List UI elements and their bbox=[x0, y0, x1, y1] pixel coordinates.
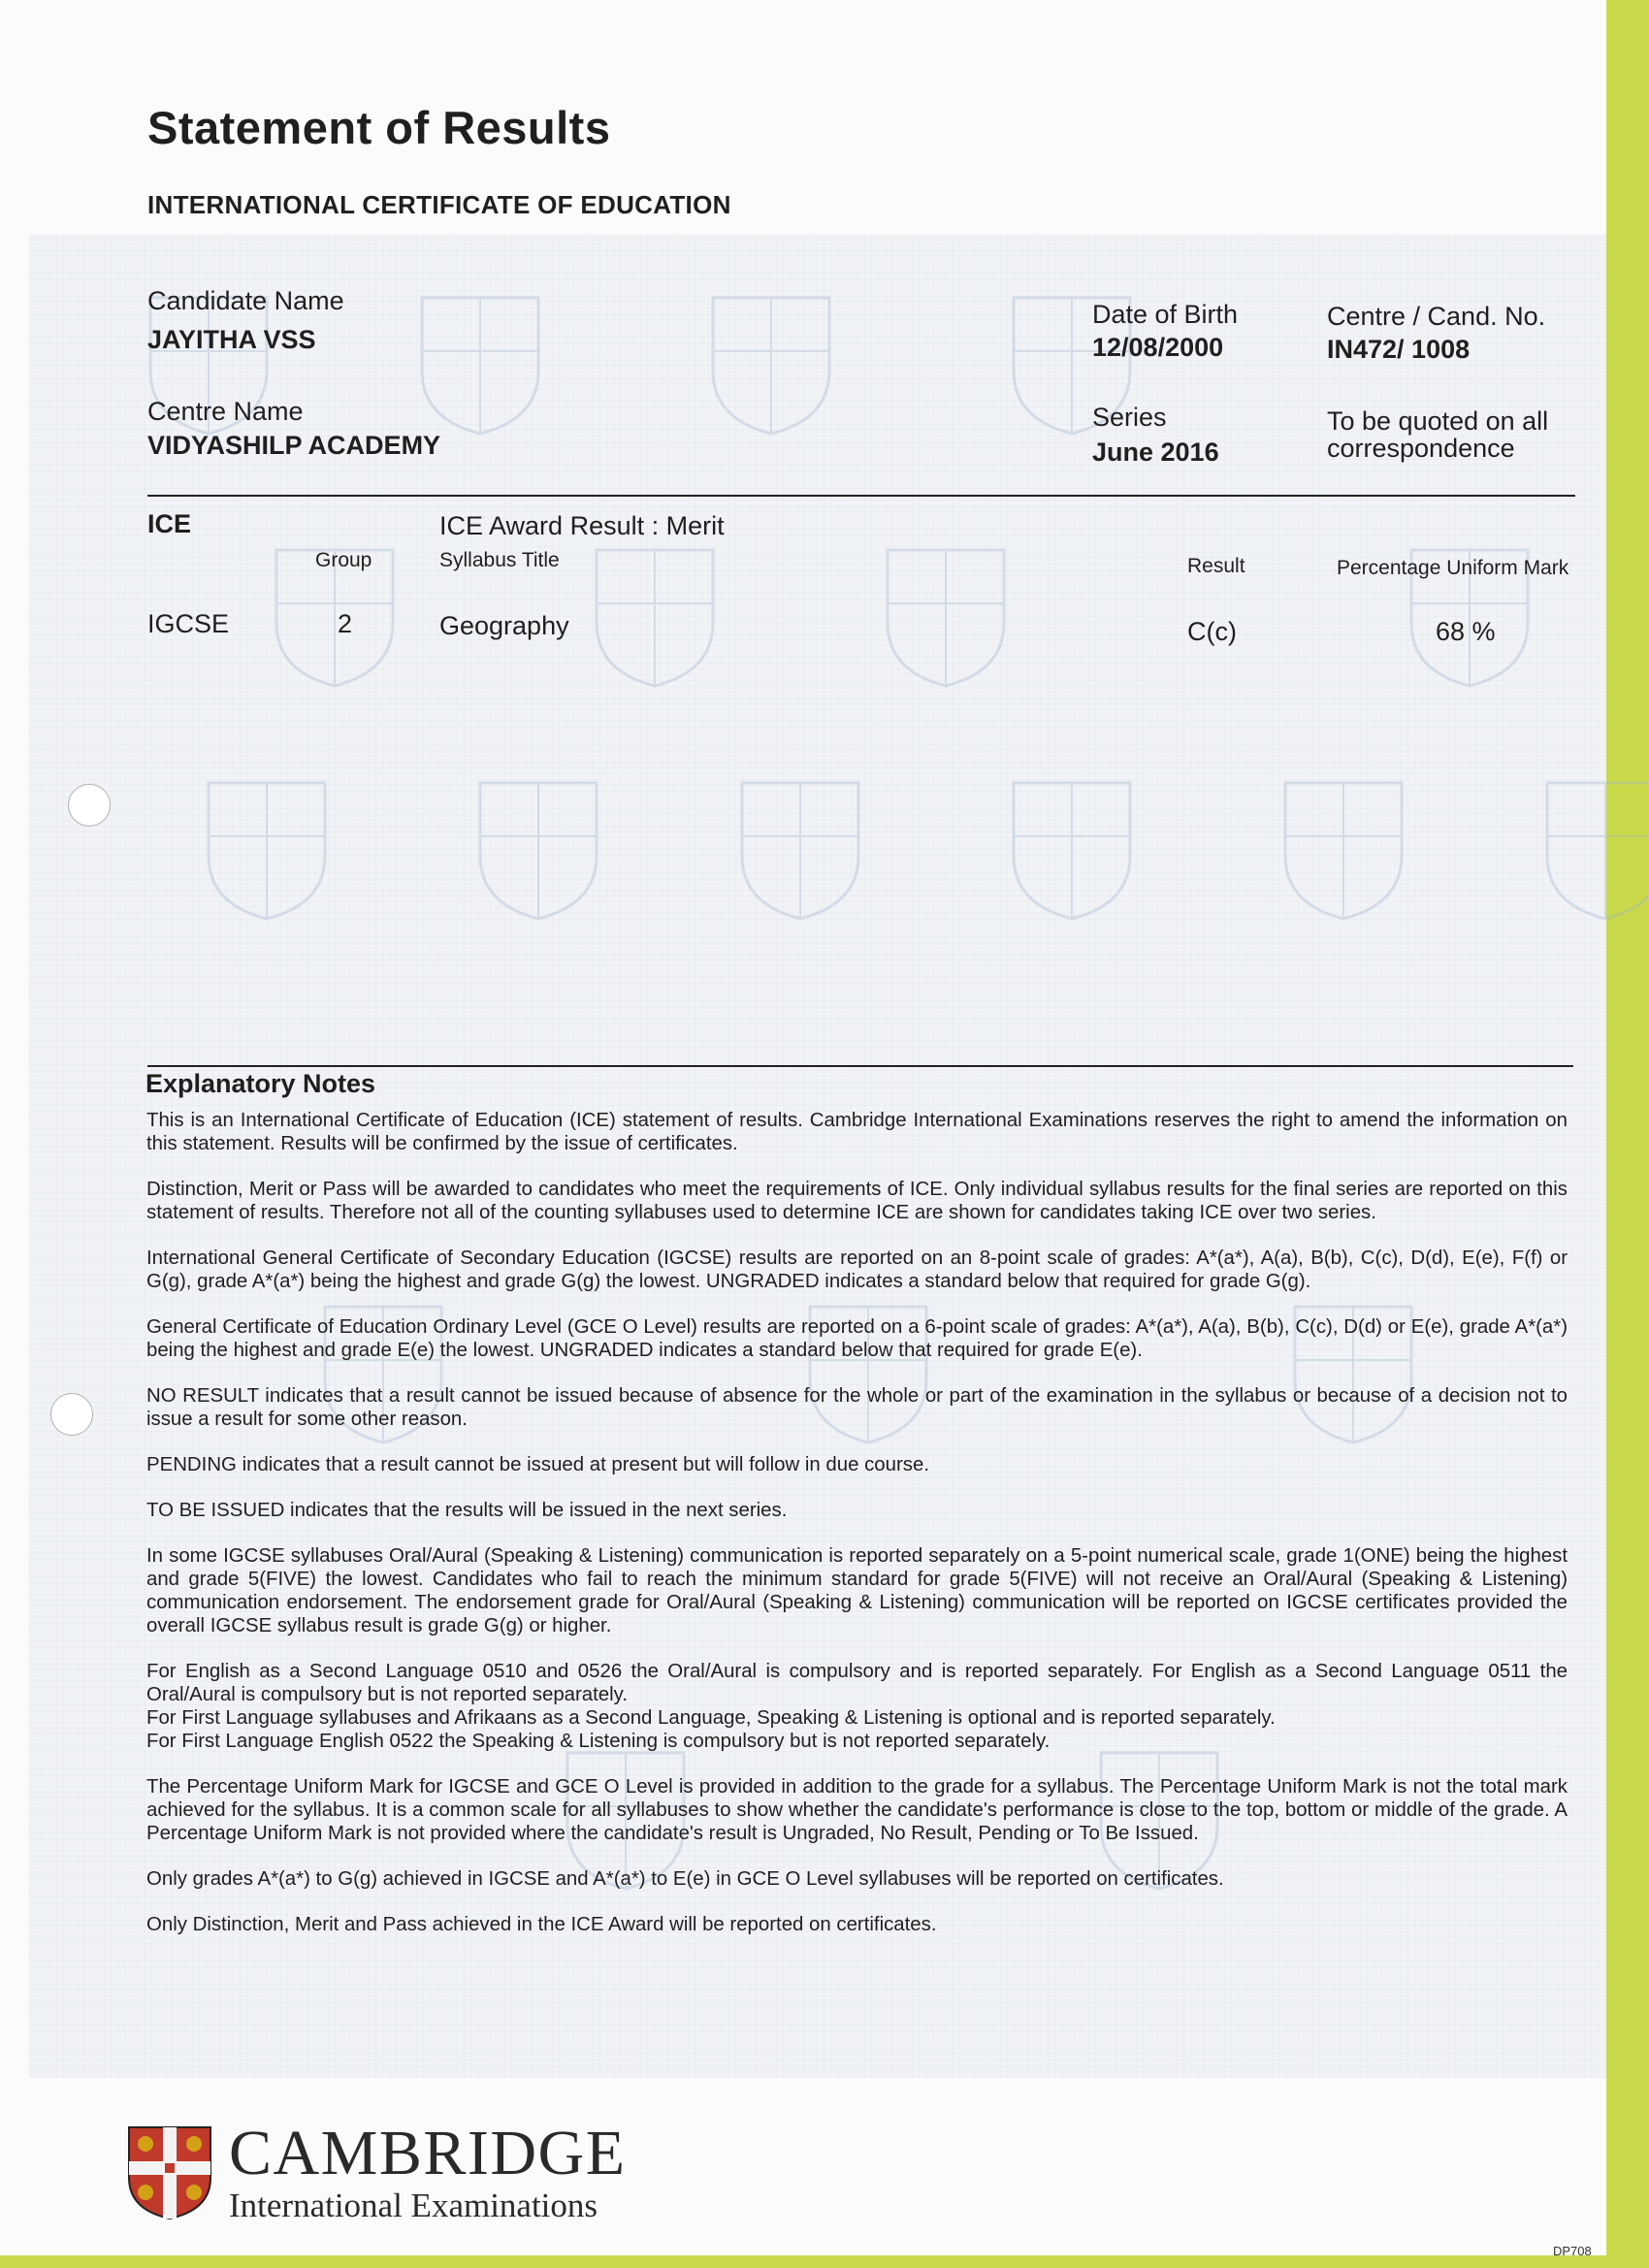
series-label: Series bbox=[1092, 403, 1167, 432]
quote-note: To be quoted on all correspondence bbox=[1327, 406, 1549, 463]
note-paragraph: NO RESULT indicates that a result cannot be issued because of absence for the whole or part of the examination in the syllabus or because of a decision not to issue a result for some other reason. bbox=[146, 1385, 1568, 1430]
note-paragraph: Distinction, Merit or Pass will be awarded to candidates who meet the requirements of ICE. Only individual syllabus results for the final series are reported on this statement of results. Therefore not all of the counting syllabuses used to determine ICE are shown for candidates taking ICE over two series. bbox=[146, 1179, 1568, 1223]
page-subtitle: INTERNATIONAL CERTIFICATE OF EDUCATION bbox=[147, 190, 731, 219]
result-row-pum: 68 % bbox=[1436, 617, 1496, 646]
group-header: Group bbox=[315, 549, 372, 571]
form-code: DP708 bbox=[1553, 2244, 1592, 2258]
dob-label: Date of Birth bbox=[1092, 300, 1239, 329]
pum-header: Percentage Uniform Mark bbox=[1337, 557, 1569, 579]
brand-subtitle: International Examinations bbox=[229, 2187, 598, 2224]
centre-cand-value: IN472/ 1008 bbox=[1327, 335, 1471, 364]
crest-watermark bbox=[204, 778, 330, 923]
explanatory-notes bbox=[146, 1109, 1568, 1959]
note-paragraph: General Certificate of Education Ordinary Level (GCE O Level) results are reported on a 6-point scale of grades: A*(a*), A(a), B(b), C(c), D(d) or E(e), grade A*(a*) being the highest and grade E(e) the lowest. UNGRADED indicates a standard below that required for grade E(e). bbox=[146, 1316, 1568, 1361]
result-row-grade: C(c) bbox=[1187, 617, 1237, 646]
crest-watermark bbox=[1009, 778, 1135, 923]
series-value: June 2016 bbox=[1092, 437, 1219, 467]
notes-heading: Explanatory Notes bbox=[146, 1069, 376, 1098]
result-row-syllabus: Geography bbox=[439, 611, 569, 640]
crest-watermark bbox=[417, 293, 543, 438]
candidate-name: JAYITHA VSS bbox=[147, 325, 316, 354]
note-paragraph: PENDING indicates that a result cannot be issued at present but will follow in due course. bbox=[146, 1454, 929, 1475]
note-paragraph: In some IGCSE syllabuses Oral/Aural (Speaking & Listening) communication is reported separately on a 5-point numerical scale, grade 1(ONE) being the highest and grade 5(FIVE) the lowest. Candidates who fail to reach the minimum standard for grade 5(FIVE) will not receive an Oral/Aural (Speaking & Listening) communication endorsement. The endorsement grade for Oral/Aural (Speaking & Listening) communication will be reported on IGCSE certificates provided the overall IGCSE syllabus result is grade G(g) or higher. bbox=[146, 1545, 1568, 1636]
qualification-code: ICE bbox=[147, 509, 192, 538]
award-result: ICE Award Result : Merit bbox=[439, 511, 725, 540]
crest-watermark bbox=[475, 778, 601, 923]
crest-watermark bbox=[708, 293, 834, 438]
note-paragraph: Only grades A*(a*) to G(g) achieved in IGCSE and A*(a*) to E(e) in GCE O Level syllabuses will be reported on certificates. bbox=[146, 1868, 1224, 1890]
note-english-line: For English as a Second Language 0510 and 0526 the Oral/Aural is compulsory and is reported separately. For English as a Second Language 0511 the Oral/Aural is compulsory but is not reported separately. bbox=[146, 1661, 1568, 1705]
crest-watermark bbox=[1280, 778, 1406, 923]
syllabus-header: Syllabus Title bbox=[439, 549, 560, 571]
result-row-level: IGCSE bbox=[147, 609, 230, 638]
dob-value: 12/08/2000 bbox=[1092, 333, 1224, 362]
note-paragraph: TO BE ISSUED indicates that the results will be issued in the next series. bbox=[146, 1500, 788, 1521]
crest-watermark bbox=[737, 778, 863, 923]
result-header: Result bbox=[1187, 555, 1245, 577]
cambridge-crest-logo bbox=[126, 2124, 213, 2221]
centre-name-label: Centre Name bbox=[147, 397, 304, 426]
crest-watermark bbox=[883, 545, 1009, 691]
note-english-line: For First Language English 0522 the Speaking & Listening is compulsory but is not reported separately. bbox=[146, 1731, 1051, 1752]
note-paragraph: International General Certificate of Secondary Education (IGCSE) results are reported on an 8-point scale of grades: A*(a*), A(a), B(b), C(c), D(d), E(e), F(f) or G(g), grade A*(a*) being the highest and grade G(g) the lowest. UNGRADED indicates a standard below that required for grade G(g). bbox=[146, 1247, 1568, 1292]
candidate-name-label: Candidate Name bbox=[147, 286, 344, 315]
note-paragraph: Only Distinction, Merit and Pass achieved in the ICE Award will be reported on certificates. bbox=[146, 1914, 937, 1935]
note-paragraph: This is an International Certificate of Education (ICE) statement of results. Cambridge International Examinations reserves the right to amend the information on this statement. Results will be confirmed by the issue of certificates. bbox=[146, 1110, 1568, 1154]
punch-hole bbox=[50, 1393, 93, 1436]
crest-watermark bbox=[592, 545, 718, 691]
centre-cand-label: Centre / Cand. No. bbox=[1327, 302, 1546, 331]
note-english-line: For First Language syllabuses and Afrikaans as a Second Language, Speaking & Listening is optional and is reported separately. bbox=[146, 1707, 1276, 1729]
note-paragraph: The Percentage Uniform Mark for IGCSE and GCE O Level is provided in addition to the grade for a syllabus. The Percentage Uniform Mark is not the total mark achieved for the syllabus. It is a common scale for all syllabuses to show whether the candidate's performance is close to the top, bottom or middle of the grade. A Percentage Uniform Mark is not provided where the candidate's result is Ungraded, No Result, Pending or To Be Issued. bbox=[146, 1776, 1568, 1844]
brand-name: CAMBRIDGE bbox=[229, 2118, 627, 2188]
result-row-group: 2 bbox=[338, 609, 353, 638]
crest-watermark bbox=[1542, 778, 1649, 923]
centre-name: VIDYASHILP ACADEMY bbox=[147, 431, 441, 460]
divider-line bbox=[147, 1065, 1573, 1067]
divider-line bbox=[147, 495, 1575, 497]
page-title: Statement of Results bbox=[147, 102, 611, 153]
punch-hole bbox=[68, 784, 111, 826]
